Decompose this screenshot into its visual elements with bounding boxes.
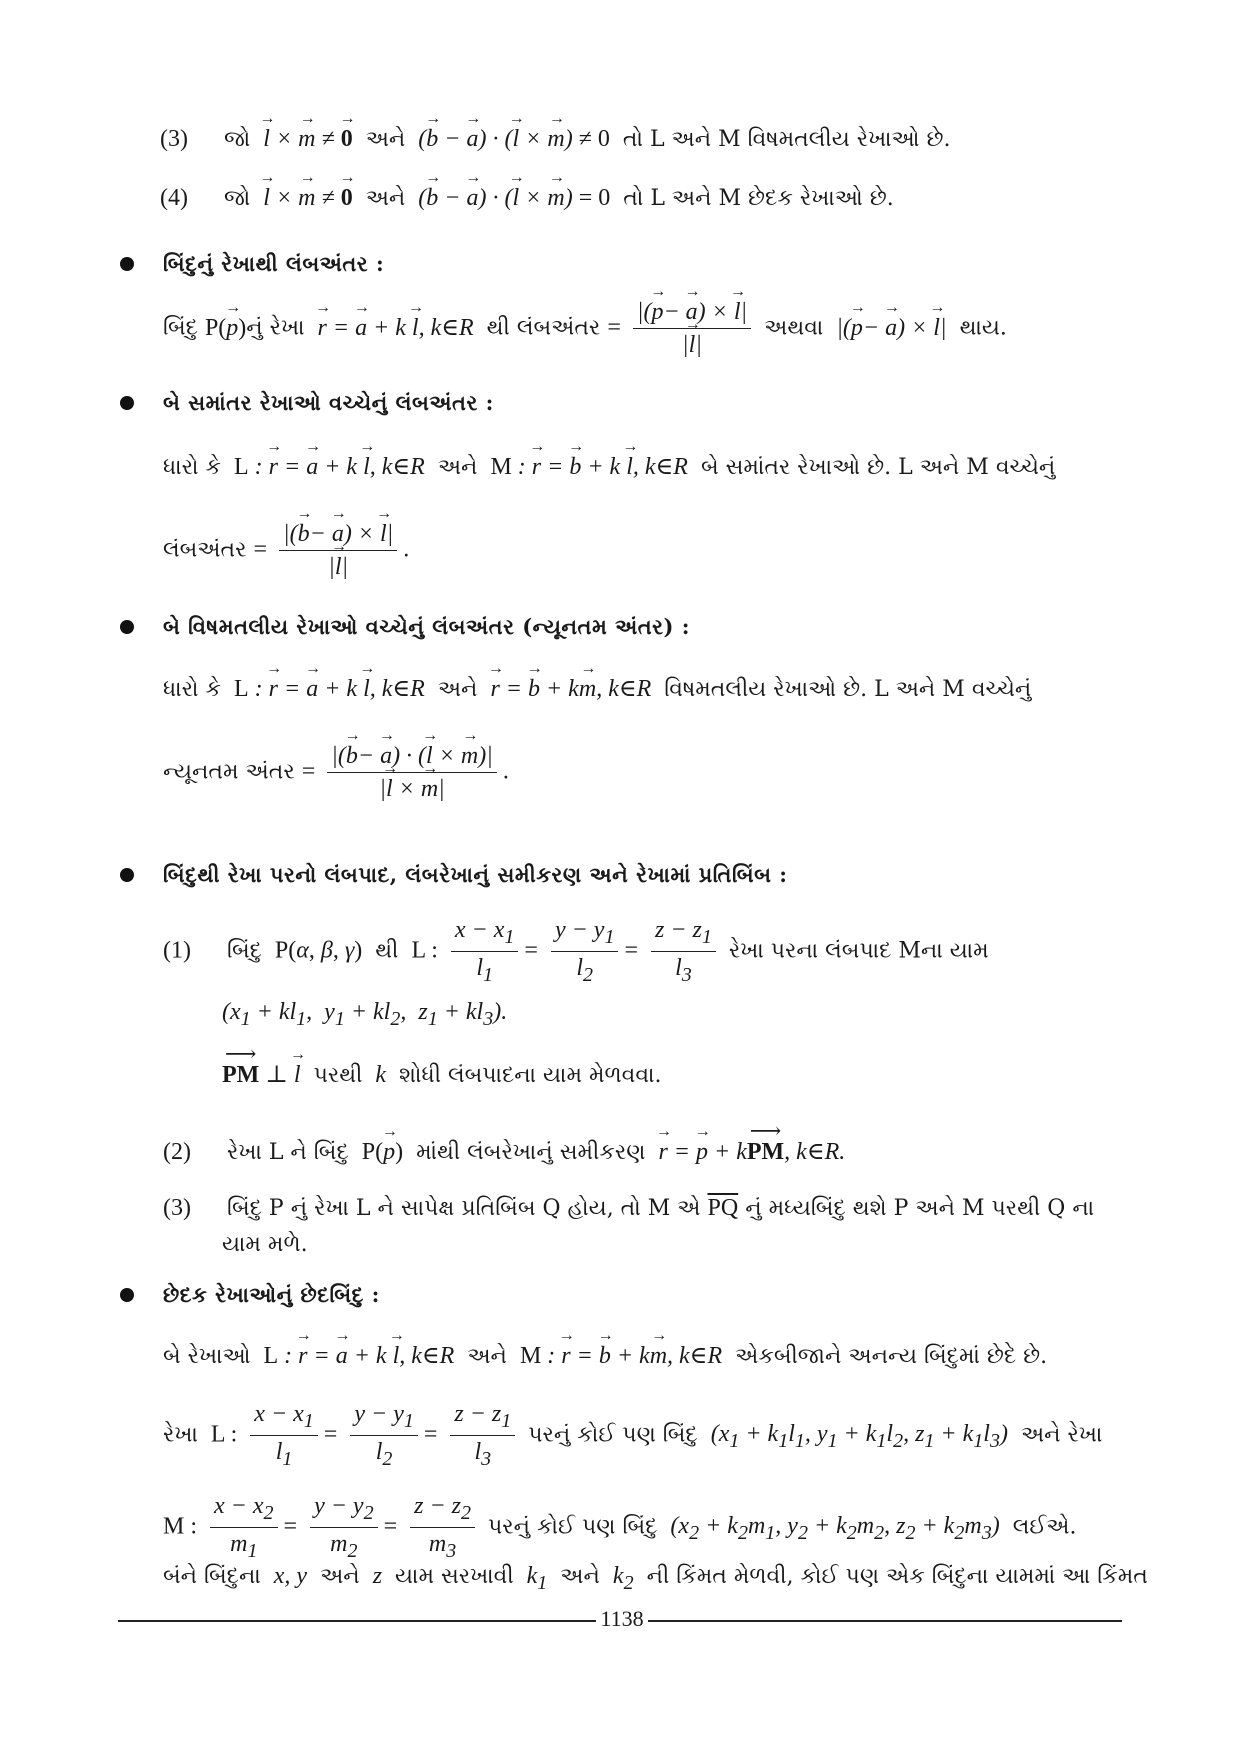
s1-line-eq: → r = → a + k → l, k∈R [312,315,480,341]
s1-point: P(→ p) [205,315,246,341]
section-2-text [163,455,1055,479]
s4-point-3 [163,1196,1094,1220]
s2-text-4: લંબઅંતર [163,537,247,563]
s4-p1-text-2: થી [375,938,399,964]
s5-text-line-1: બે રેખાઓ L : → r = → a + k → l, k∈R અને M : → r = → b + k→ m, k∈R એકબીજાને અનન્ય બિંદુમાં છેદે છે. [163,1344,1047,1368]
item-3-and: અને [365,127,406,152]
s4-frac-z: $\frac{z - z_1}{l_3}$ [651,918,716,985]
item-3-then: તો L અને M વિષમતલીય રેખાઓ છે. [622,127,951,152]
item-4 [160,186,894,210]
s1-text-3: થી લંબઅંતર [486,315,601,341]
s5-text-11: યામ સરખાવી [395,1564,514,1589]
s5-text-line-2: રેખા L : $\frac{x - x_1}{l_1}$ = $\frac{y - y_1}{l_2}$ = $\frac{z - z_1}{l_3}$ પરનું કોઈ પણ બિંદુ ($x_1 + k_1l_1$, $y_1 + k_1l_2$, $z_1 + k_1l_3$) અને રેખા [163,1401,1103,1470]
s4-point-1: (1) બિંદુ P(α, β, γ) થી L : $\frac{x - x_1}{l_1}$ = $\frac{y - y_1}{l_2}$ = $\frac{z - z_1}{l_3}$ રેખા પરના લંબપાદ Mના યામ [163,917,989,986]
s5-text-line-4: બંને બિંદુના x, y અને z યામ સરખાવી $k_1$ અને $k_2$ ની કિંમત મેળવી, કોઈ પણ એક બિંદુના યામમાં આ કિંમત [163,1563,1148,1594]
s1-text-2: નું રેખા [246,315,305,341]
s5-text-12: અને [560,1564,600,1589]
s4-foot-coordinates: ($x_1 + kl_1$, $y_1 + kl_2$, $z_1 + kl_3$). [222,999,508,1030]
s5-text-6: અને રેખા [1020,1422,1103,1448]
s4-segment-PQ: $\overline{PQ}$ [707,1195,739,1221]
section-5-heading: છેદક રેખાઓનું છેદબિંદુ : [163,1282,380,1307]
s4-p3-label: (3) [163,1195,191,1221]
s5-text-8: લઈએ. [1012,1514,1077,1540]
s5-text-2: અને [467,1344,507,1369]
s3-text-3: વિષમતલીય રેખાઓ છે. L અને M વચ્ચેનું [664,677,1032,702]
s1-alt-form: |(→ p− → a) × → l| [830,315,952,341]
bullet-icon [120,396,134,410]
s3-text-4: ન્યૂનતમ અંતર [163,759,295,785]
s4-frac-y: $\frac{y - y_1}{l_2}$ [551,918,619,985]
section-1-heading: બિંદુનું રેખાથી લંબઅંતર : [163,251,385,276]
s5-text-1: બે રેખાઓ [163,1344,251,1369]
section-3-text [163,677,1031,701]
s4-perpendicular-condition: ⟶ PM ⊥ → l પરથી k શોધી લંબપાદના યામ મેળવવા. [222,1063,661,1087]
s4-p3-text-2: નું મધ્યબિંદુ થશે P અને M પરથી Q ના [745,1196,1095,1221]
s5-text-13: ની કિંમત મેળવી, કોઈ પણ એક બિંદુના યામમાં આ કિંમત [646,1564,1148,1589]
s2-line-L: L : → r = → a + k → l, k∈R [228,454,431,480]
item-4-then: તો L અને M છેદક રેખાઓ છે. [623,186,894,211]
item-3-cond2: (→ b − → a) · (→ l × → m) ≠ 0 [412,126,616,152]
bullet-icon [120,868,134,882]
s5-text-line-3: M : $\frac{x - x_2}{m_1}$ = $\frac{y - y_2}{m_2}$ = $\frac{z - z_2}{m_3}$ પરનું કોઈ પણ બિંદુ ($x_2 + k_2m_1$, $y_2 + k_2m_2$, $z_2 + k_2m_3$) લઈએ. [163,1493,1077,1562]
s4-frac-x: $\frac{x - x_1}{l_1}$ [451,918,519,985]
item-4-if: જો [223,186,251,211]
s1-distance-fraction: $\frac{|(\to p- \to a) \times \to l|}{|\to l|}$ [633,300,751,357]
bullet-icon [120,1288,134,1302]
item-3 [160,127,951,151]
s4-p1-text-5: શોધી લંબપાદના યામ મેળવવા. [399,1063,662,1088]
page-number: 1138 [600,1606,644,1631]
s5-text-7: પરનું કોઈ પણ બિંદુ [487,1514,658,1540]
s1-text-5: થાય. [959,315,1007,341]
s4-p2-text-2: માંથી લંબરેખાનું સમીકરણ [416,1140,646,1165]
s4-p1-label: (1) [163,937,191,964]
s3-text-1: ધારો કે [163,677,221,702]
s4-p2-text-1: રેખા L ને બિંદુ [226,1140,349,1165]
s4-p1-text-1: બિંદુ [226,938,262,964]
item-3-cond1: → l × → m ≠ → 0 [257,126,358,152]
s5-text-3: એકબીજાને અનન્ય બિંદુમાં છેદે છે. [735,1344,1048,1369]
s3-text-2: અને [437,677,478,702]
s4-p3-text-3: યામ મળે. [222,1232,308,1257]
item-3-label: (3) [160,126,188,152]
s4-p2-label: (2) [163,1139,191,1165]
footer-rule-right [648,1620,1122,1622]
s3-line-L: L : → r = → a + k → l, k∈R [228,676,431,702]
s3-line-M: → r = → b + k→ m, k∈R [484,676,657,702]
section-4-heading: બિંદુથી રેખા પરનો લંબપાદ, લંબરેખાનું સમીકરણ અને રેખામાં પ્રતિબિંબ : [163,862,788,887]
bullet-icon [120,257,134,271]
s2-line-M: M : → r = → b + k → l, k∈R [484,454,694,480]
s5-text-4: રેખા [163,1422,198,1448]
s4-point-P: P(α, β, γ) [268,937,369,964]
section-3-heading: બે વિષમતલીય રેખાઓ વચ્ચેનું લંબઅંતર (ન્યૂનતમ અંતર) : [163,614,691,639]
s5-text-5: પરનું કોઈ પણ બિંદુ [528,1422,698,1448]
item-4-label: (4) [160,185,188,211]
s4-p3-text-1: બિંદુ P નું રેખા L ને સાપેક્ષ પ્રતિબિંબ Q હોય, તો M એ [226,1196,701,1221]
s4-p1-text-4: પરથી [313,1063,363,1088]
s2-text-3: બે સમાંતર રેખાઓ છે. L અને M વચ્ચેનું [700,455,1056,480]
s4-point-2: (2) રેખા L ને બિંદુ P(→ p) માંથી લંબરેખાનું સમીકરણ → r = → p + k⟶ PM, k∈R. [163,1140,845,1164]
footer-rule-left [118,1620,596,1622]
s2-text-1: ધારો કે [163,455,221,480]
section-2-heading: બે સમાંતર રેખાઓ વચ્ચેનું લંબઅંતર : [163,390,494,415]
s5-text-9: બંને બિંદુના [163,1564,261,1589]
section-2-distance: લંબઅંતર = $\frac{|(\to b- \to a) \times \to l|}{|\to l|}$ . [163,522,409,579]
s4-p1-text-3: રેખા પરના લંબપાદ Mના યામ [728,938,989,964]
item-4-cond1: → l × → m ≠ → 0 [257,185,358,211]
s3-distance-fraction: $\frac{|(\to b- \to a) \cdot (\to l \times \to m)|}{|\to l \times \to m|}$ [327,744,497,801]
s1-text-1: બિંદુ [163,315,198,341]
section-3-distance: ન્યૂનતમ અંતર = $\frac{|(\to b- \to a) \cdot (\to l \times \to m)|}{|\to l \times \to m|}$ . [163,744,509,801]
item-4-cond2: (→ b − → a) · (→ l × → m) = 0 [412,185,616,211]
bullet-icon [120,620,134,634]
section-1-formula: બિંદુ P(→ p)નું રેખા → r = → a + k → l, k∈R થી લંબઅંતર = $\frac{|(\to p- \to a) \times \to l|}{|\to l|}$ અથવા |(→ p− → a) × → l| થાય. [163,300,1007,357]
s2-distance-fraction: $\frac{|(\to b- \to a) \times \to l|}{|\to l|}$ [279,522,397,579]
s5-text-10: અને [320,1564,360,1589]
s1-text-4: અથવા [764,315,824,341]
s2-text-2: અને [437,455,478,480]
item-3-if: જો [223,127,251,152]
item-4-and: અને [365,186,406,211]
